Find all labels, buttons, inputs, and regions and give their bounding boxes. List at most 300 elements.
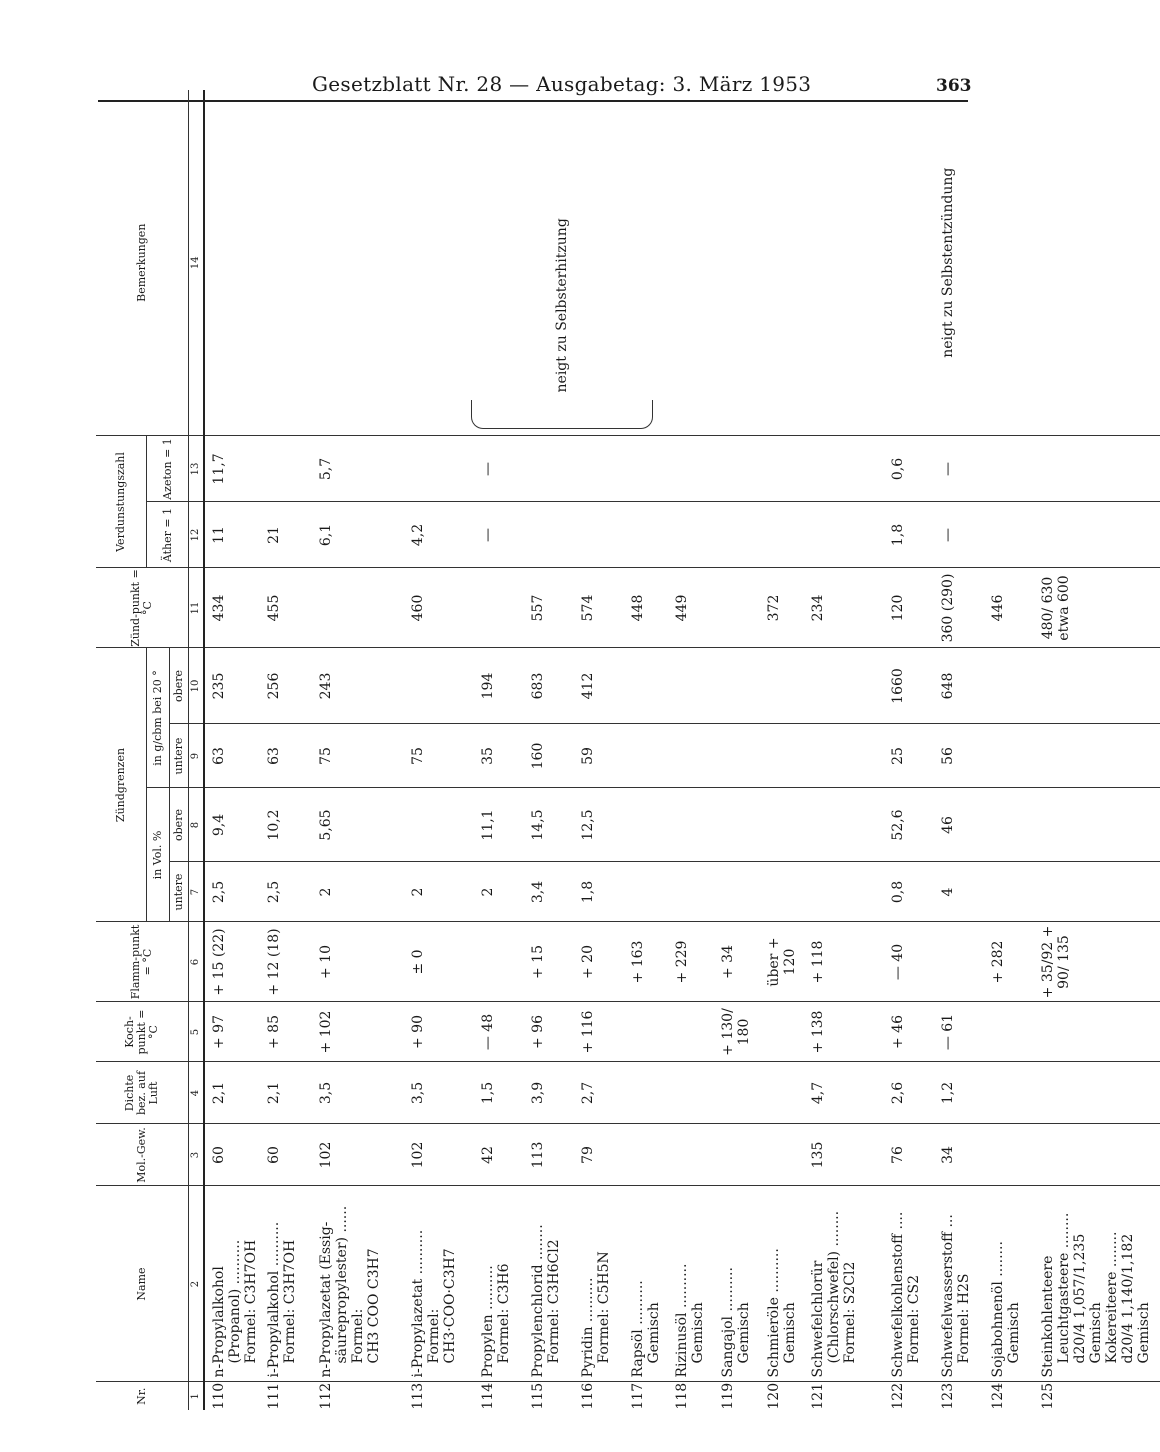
azeton-cell (260, 436, 312, 502)
remarks-cell (934, 90, 984, 436)
name-line: i-Propylalkohol .......... (266, 1221, 282, 1378)
flammpunkt-cell: ± 0 (404, 922, 474, 1002)
azeton-cell (760, 436, 804, 502)
zuendpunkt-cell: 372 (760, 568, 804, 648)
kochpunkt-cell: + 85 (260, 1002, 312, 1062)
row-number: 117 (624, 1382, 668, 1410)
aether-cell (624, 502, 668, 568)
table-row (884, 90, 934, 1410)
col-header-g-obere: obere (170, 648, 189, 724)
name-line: Pyridin .......... (580, 1277, 596, 1378)
azeton-cell (714, 436, 760, 502)
name-line: Schwefelkohlenstoff .... (890, 1211, 906, 1378)
g-obere-cell (1034, 648, 1160, 724)
g-untere-cell: 75 (404, 724, 474, 788)
vol-obere-cell (668, 788, 714, 862)
table-row (760, 90, 804, 1410)
vol-obere-cell (624, 788, 668, 862)
aether-cell (524, 502, 574, 568)
table-row (934, 90, 984, 1410)
table-row (204, 90, 260, 1410)
flammpunkt-cell: + 15 (22) (204, 922, 260, 1002)
vol-obere-cell: 5,65 (312, 788, 404, 862)
zuendpunkt-cell: 460 (404, 568, 474, 648)
g-obere-cell: 412 (574, 648, 624, 724)
substance-name (668, 1186, 714, 1382)
azeton-cell: 0,6 (884, 436, 934, 502)
mol-gew-cell (668, 1124, 714, 1186)
aether-cell: 21 (260, 502, 312, 568)
g-untere-cell: 59 (574, 724, 624, 788)
aether-cell (760, 502, 804, 568)
col-header-invol: in Vol. % (147, 788, 170, 922)
dichte-cell: 3,9 (524, 1062, 574, 1124)
kochpunkt-cell: — 61 (934, 1002, 984, 1062)
flammpunkt-cell: + 34 (714, 922, 760, 1002)
aether-cell (668, 502, 714, 568)
zuendpunkt-cell (474, 568, 524, 648)
name-line: Formel: C3H6Cl2 (546, 1239, 562, 1364)
g-obere-cell: 683 (524, 648, 574, 724)
col-header-dichte: Dichte bez. auf Luft (96, 1062, 189, 1124)
dichte-cell: 2,1 (260, 1062, 312, 1124)
substance-name (984, 1186, 1034, 1382)
azeton-cell: — (934, 436, 984, 502)
name-line: i-Propylazetat .......... (410, 1229, 426, 1378)
substance-name (1034, 1186, 1160, 1382)
mol-gew-cell (624, 1124, 668, 1186)
table-row (984, 90, 1034, 1410)
dichte-cell (624, 1062, 668, 1124)
mol-gew-cell: 135 (804, 1124, 884, 1186)
col-header-flammpunkt: Flamm-punkt = °C (96, 922, 189, 1002)
g-untere-cell: 35 (474, 724, 524, 788)
remarks-cell (760, 90, 804, 436)
col-number: 5 (189, 1002, 205, 1062)
dichte-cell (984, 1062, 1034, 1124)
vol-untere-cell: 2 (312, 862, 404, 922)
g-untere-cell: 63 (260, 724, 312, 788)
brace-icon (471, 400, 653, 429)
azeton-cell: 5,7 (312, 436, 404, 502)
aether-cell: — (934, 502, 984, 568)
substance-name (312, 1186, 404, 1382)
row-number: 121 (804, 1382, 884, 1410)
remarks-cell (204, 90, 260, 436)
name-line: Gemisch (782, 1302, 798, 1364)
flammpunkt-cell: + 35/92 + 90/ 135 (1034, 922, 1160, 1002)
name-line: Formel: (426, 1308, 442, 1364)
name-line: Kokereiteere ........ (1104, 1231, 1120, 1364)
row-number: 111 (260, 1382, 312, 1410)
g-untere-cell (668, 724, 714, 788)
vol-untere-cell (668, 862, 714, 922)
row-number: 119 (714, 1382, 760, 1410)
row-number: 118 (668, 1382, 714, 1410)
vol-obere-cell (804, 788, 884, 862)
substance-name (714, 1186, 760, 1382)
flammpunkt-cell: über + 120 (760, 922, 804, 1002)
name-line: Formel: C3H7OH (282, 1239, 298, 1364)
name-line: säurepropylester) ...... (334, 1205, 350, 1364)
zuendpunkt-cell: 120 (884, 568, 934, 648)
aether-cell (1034, 502, 1160, 568)
table-row (260, 90, 312, 1410)
table-container (96, 110, 1152, 1410)
remarks-cell (714, 90, 760, 436)
zuendpunkt-cell (312, 568, 404, 648)
table-row (404, 90, 474, 1410)
aether-cell (804, 502, 884, 568)
substance-name (884, 1186, 934, 1382)
zuendpunkt-cell: 455 (260, 568, 312, 648)
vol-obere-cell: 9,4 (204, 788, 260, 862)
page-title: Gesetzblatt Nr. 28 — Ausgabetag: 3. März 1953 (312, 72, 812, 96)
col-header-zuendgrenzen: Zündgrenzen (96, 648, 147, 922)
dichte-cell: 3,5 (404, 1062, 474, 1124)
kochpunkt-cell (984, 1002, 1034, 1062)
zuendpunkt-cell: 449 (668, 568, 714, 648)
g-untere-cell: 63 (204, 724, 260, 788)
vol-untere-cell: 0,8 (884, 862, 934, 922)
remarks-cell (260, 90, 312, 436)
row-number: 112 (312, 1382, 404, 1410)
remark-group (410, 90, 714, 436)
zuendpunkt-cell: 360 (290) (934, 568, 984, 648)
kochpunkt-cell (760, 1002, 804, 1062)
g-obere-cell (404, 648, 474, 724)
vol-obere-cell: 10,2 (260, 788, 312, 862)
name-line: Rizinusöl .......... (674, 1263, 690, 1378)
name-line: (Chlorschwefel) ........ (826, 1210, 842, 1364)
remarks-cell (404, 90, 714, 436)
row-number: 110 (204, 1382, 260, 1410)
kochpunkt-cell: + 102 (312, 1002, 404, 1062)
remark-text: neigt zu Selbstentzündung (940, 167, 956, 358)
flammpunkt-cell: + 118 (804, 922, 884, 1002)
vol-obere-cell: 14,5 (524, 788, 574, 862)
dichte-cell: 4,7 (804, 1062, 884, 1124)
col-header-vol-obere: obere (170, 788, 189, 862)
mol-gew-cell: 60 (260, 1124, 312, 1186)
zuendpunkt-cell: 234 (804, 568, 884, 648)
g-obere-cell: 235 (204, 648, 260, 724)
remarks-cell (1034, 90, 1160, 436)
azeton-cell: 11,7 (204, 436, 260, 502)
zuendpunkt-cell: 480/ 630 etwa 600 (1034, 568, 1160, 648)
dichte-cell (1034, 1062, 1160, 1124)
col-header-kochpunkt: Koch-punkt = °C (96, 1002, 189, 1062)
col-number: 7 (189, 862, 205, 922)
row-number: 124 (984, 1382, 1034, 1410)
mol-gew-cell (714, 1124, 760, 1186)
vol-obere-cell (760, 788, 804, 862)
remarks-cell (804, 90, 884, 436)
kochpunkt-cell: + 97 (204, 1002, 260, 1062)
substance-name (804, 1186, 884, 1382)
g-untere-cell (1034, 724, 1160, 788)
mol-gew-cell (760, 1124, 804, 1186)
col-header-g-untere: untere (170, 724, 189, 788)
vol-untere-cell: 2 (474, 862, 524, 922)
vol-obere-cell: 46 (934, 788, 984, 862)
vol-untere-cell (1034, 862, 1160, 922)
substance-name (524, 1186, 574, 1382)
g-untere-cell (804, 724, 884, 788)
substance-name (474, 1186, 524, 1382)
name-line: Formel: CS2 (906, 1275, 922, 1364)
azeton-cell (804, 436, 884, 502)
name-line: Formel: S2Cl2 (842, 1261, 858, 1364)
g-obere-cell: 1660 (884, 648, 934, 724)
g-obere-cell (714, 648, 760, 724)
table-row (1034, 90, 1160, 1410)
dichte-cell: 1,2 (934, 1062, 984, 1124)
flammpunkt-cell (474, 922, 524, 1002)
vol-obere-cell: 11,1 (474, 788, 524, 862)
substance-name (260, 1186, 312, 1382)
table-body (204, 90, 1160, 1410)
dichte-cell: 3,5 (312, 1062, 404, 1124)
name-line: Sangajol .......... (720, 1267, 736, 1378)
vol-obere-cell (1034, 788, 1160, 862)
kochpunkt-cell: + 90 (404, 1002, 474, 1062)
flammpunkt-cell: + 10 (312, 922, 404, 1002)
zuendpunkt-cell: 448 (624, 568, 668, 648)
flammpunkt-cell: + 282 (984, 922, 1034, 1002)
vol-obere-cell (714, 788, 760, 862)
flammpunkt-cell: + 229 (668, 922, 714, 1002)
name-line: Formel: (350, 1308, 366, 1364)
name-line: CH3·COO·C3H7 (442, 1248, 458, 1364)
name-line: CH3 COO C3H7 (366, 1248, 382, 1364)
vol-untere-cell (760, 862, 804, 922)
kochpunkt-cell: + 138 (804, 1002, 884, 1062)
rotated-table-frame (96, 110, 1152, 1410)
mol-gew-cell: 79 (574, 1124, 624, 1186)
col-number: 11 (189, 568, 205, 648)
vol-obere-cell (984, 788, 1034, 862)
remarks-cell (884, 90, 934, 436)
g-obere-cell: 648 (934, 648, 984, 724)
azeton-cell (668, 436, 714, 502)
row-number: 125 (1034, 1382, 1160, 1410)
substance-name (760, 1186, 804, 1382)
aether-cell: 6,1 (312, 502, 404, 568)
vol-untere-cell: 2 (404, 862, 474, 922)
dichte-cell: 2,7 (574, 1062, 624, 1124)
substance-name (204, 1186, 260, 1382)
name-line: d20/4 1,140/1,182 (1120, 1233, 1136, 1364)
azeton-cell (524, 436, 574, 502)
name-line: Formel: C3H6 (496, 1263, 512, 1364)
name-line: Formel: H2S (956, 1273, 972, 1364)
g-untere-cell (760, 724, 804, 788)
zuendpunkt-cell: 446 (984, 568, 1034, 648)
substance-name (574, 1186, 624, 1382)
name-line: n-Propylalkohol (211, 1266, 227, 1378)
col-header-zuendpunkt: Zünd-punkt = °C (96, 568, 189, 648)
azeton-cell (574, 436, 624, 502)
aether-cell (574, 502, 624, 568)
g-untere-cell: 56 (934, 724, 984, 788)
azeton-cell: — (474, 436, 524, 502)
vol-untere-cell: 2,5 (204, 862, 260, 922)
col-number: 6 (189, 922, 205, 1002)
mol-gew-cell: 76 (884, 1124, 934, 1186)
row-number: 114 (474, 1382, 524, 1410)
vol-untere-cell (714, 862, 760, 922)
mol-gew-cell (1034, 1124, 1160, 1186)
g-untere-cell (984, 724, 1034, 788)
g-untere-cell (714, 724, 760, 788)
kochpunkt-cell: + 130/ 180 (714, 1002, 760, 1062)
vol-obere-cell (404, 788, 474, 862)
kochpunkt-cell: + 116 (574, 1002, 624, 1062)
name-line: Gemisch (1136, 1302, 1152, 1364)
aether-cell: 11 (204, 502, 260, 568)
row-number: 123 (934, 1382, 984, 1410)
row-number: 116 (574, 1382, 624, 1410)
flammpunkt-cell: + 15 (524, 922, 574, 1002)
azeton-cell (1034, 436, 1160, 502)
g-untere-cell: 25 (884, 724, 934, 788)
zuendpunkt-cell (714, 568, 760, 648)
kochpunkt-cell (1034, 1002, 1160, 1062)
name-line: Formel: C3H7OH (243, 1239, 259, 1364)
col-number: 2 (189, 1186, 205, 1382)
azeton-cell (404, 436, 474, 502)
col-header-name: Name (96, 1186, 189, 1382)
dichte-cell: 2,1 (204, 1062, 260, 1124)
name-line: Gemisch (690, 1302, 706, 1364)
mol-gew-cell: 113 (524, 1124, 574, 1186)
name-line: Propylenchlorid ........ (530, 1224, 546, 1378)
mol-gew-cell (984, 1124, 1034, 1186)
flammpunkt-cell: + 20 (574, 922, 624, 1002)
column-number-row (189, 90, 205, 1410)
vol-untere-cell: 2,5 (260, 862, 312, 922)
flammpunkt-cell: — 40 (884, 922, 934, 1002)
row-number: 120 (760, 1382, 804, 1410)
name-line: Propylen .......... (480, 1265, 496, 1378)
remarks-cell (312, 90, 404, 436)
mol-gew-cell: 42 (474, 1124, 524, 1186)
vol-untere-cell (804, 862, 884, 922)
g-obere-cell: 243 (312, 648, 404, 724)
zuendpunkt-cell: 574 (574, 568, 624, 648)
page-number: 363 (936, 76, 972, 96)
aether-cell: 1,8 (884, 502, 934, 568)
g-obere-cell (984, 648, 1034, 724)
name-line: Formel: C5H5N (596, 1251, 612, 1364)
name-line: Gemisch (1088, 1302, 1104, 1364)
vol-untere-cell: 3,4 (524, 862, 574, 922)
remarks-cell (984, 90, 1034, 436)
col-header-molgew: Mol.-Gew. (96, 1124, 189, 1186)
name-line: (Propanol) .......... (227, 1239, 243, 1364)
kochpunkt-cell: — 48 (474, 1002, 524, 1062)
data-table (96, 90, 1160, 1410)
g-obere-cell (760, 648, 804, 724)
kochpunkt-cell: + 46 (884, 1002, 934, 1062)
flammpunkt-cell: + 12 (18) (260, 922, 312, 1002)
name-line: Schwefelchlorür (810, 1260, 826, 1378)
substance-name (624, 1186, 668, 1382)
g-obere-cell (624, 648, 668, 724)
dichte-cell: 1,5 (474, 1062, 524, 1124)
aether-cell: — (474, 502, 524, 568)
name-line: Steinkohlenteere (1040, 1255, 1056, 1378)
mol-gew-cell: 60 (204, 1124, 260, 1186)
name-line: Schwefelwasserstoff ... (940, 1214, 956, 1378)
zuendpunkt-cell: 557 (524, 568, 574, 648)
vol-obere-cell: 52,6 (884, 788, 934, 862)
aether-cell (714, 502, 760, 568)
col-header-ingcbm: in g/cbm bei 20 ° (147, 648, 170, 788)
vol-obere-cell: 12,5 (574, 788, 624, 862)
table-row (714, 90, 760, 1410)
col-number: 12 (189, 502, 205, 568)
kochpunkt-cell: + 96 (524, 1002, 574, 1062)
dichte-cell: 2,6 (884, 1062, 934, 1124)
col-header-bemerkungen: Bemerkungen (96, 90, 189, 436)
col-header-nr: Nr. (96, 1382, 189, 1410)
g-untere-cell: 75 (312, 724, 404, 788)
row-number: 115 (524, 1382, 574, 1410)
col-number: 4 (189, 1062, 205, 1124)
vol-untere-cell: 1,8 (574, 862, 624, 922)
azeton-cell (984, 436, 1034, 502)
dichte-cell (668, 1062, 714, 1124)
kochpunkt-cell (668, 1002, 714, 1062)
g-obere-cell: 194 (474, 648, 524, 724)
name-line: Gemisch (646, 1302, 662, 1364)
name-line: Sojabohnenöl ........ (990, 1241, 1006, 1378)
name-line: Rapsöl .......... (630, 1280, 646, 1378)
g-obere-cell (804, 648, 884, 724)
substance-name (934, 1186, 984, 1382)
col-number: 9 (189, 724, 205, 788)
dichte-cell (760, 1062, 804, 1124)
col-number: 1 (189, 1382, 205, 1410)
col-header-verdunstung: Verdunstungszahl (96, 436, 147, 568)
g-untere-cell (624, 724, 668, 788)
vol-untere-cell (624, 862, 668, 922)
g-obere-cell (668, 648, 714, 724)
col-header-azeton: Azeton = 1 (147, 436, 189, 502)
table-row (312, 90, 404, 1410)
col-number: 14 (189, 90, 205, 436)
mol-gew-cell: 102 (312, 1124, 404, 1186)
name-line: n-Propylazetat (Essig- (318, 1221, 334, 1378)
mol-gew-cell: 102 (404, 1124, 474, 1186)
col-header-vol-untere: untere (170, 862, 189, 922)
col-number: 13 (189, 436, 205, 502)
name-line: d20/4 1,057/1,235 (1072, 1233, 1088, 1364)
col-number: 8 (189, 788, 205, 862)
kochpunkt-cell (624, 1002, 668, 1062)
vol-untere-cell: 4 (934, 862, 984, 922)
col-number: 3 (189, 1124, 205, 1186)
substance-name (404, 1186, 474, 1382)
name-line: Schmieröle .......... (766, 1248, 782, 1378)
aether-cell (984, 502, 1034, 568)
col-header-aether: Äther = 1 (147, 502, 189, 568)
g-obere-cell: 256 (260, 648, 312, 724)
row-number: 122 (884, 1382, 934, 1410)
aether-cell: 4,2 (404, 502, 474, 568)
